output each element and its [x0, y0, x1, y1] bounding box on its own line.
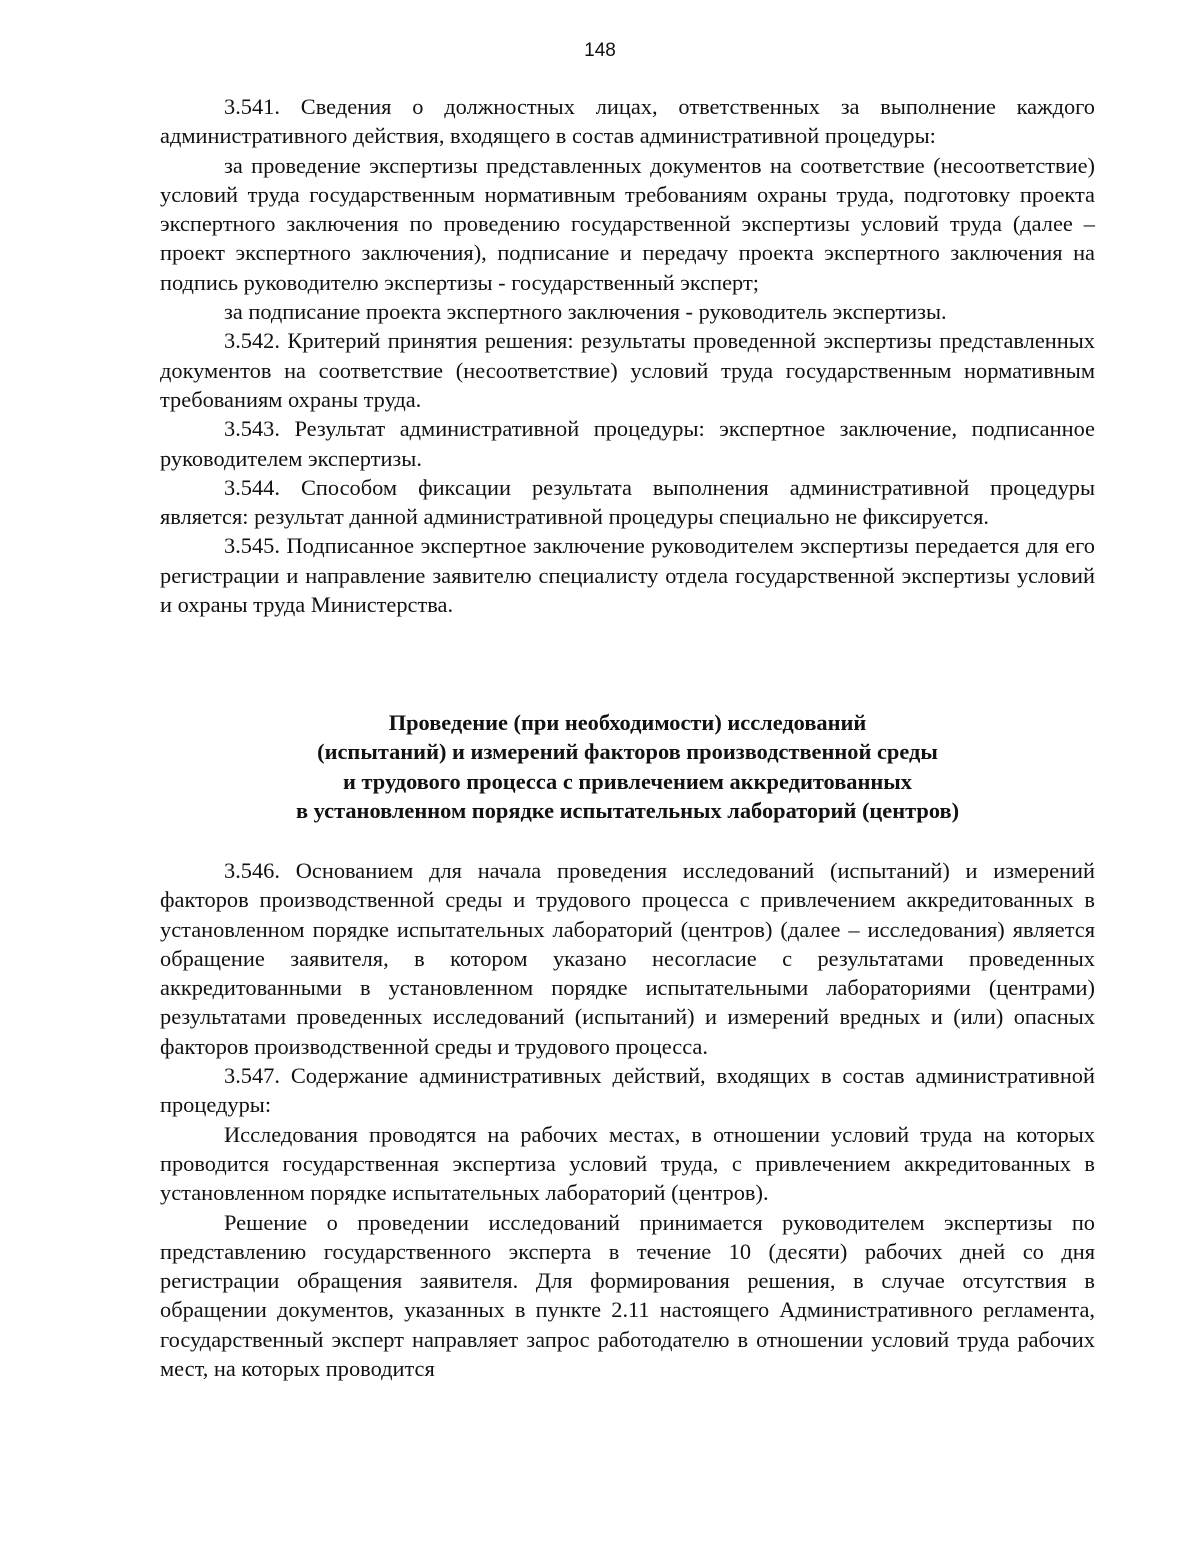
heading-line: Проведение (при необходимости) исследований: [388, 710, 867, 735]
paragraph-responsible-signing: за подписание проекта экспертного заключения - руководитель экспертизы.: [224, 299, 947, 325]
paragraph-responsible-expertise: за проведение экспертизы представленных документов на соответствие (несоответствие) условий труда государственным нормативным требованиям охраны труда, подготовку проекта экспертного заключения по проведению государственной экспертизы условий труда (далее – проект экспертного заключения), подписание и передачу проекта экспертного заключения на подпись руководителю экспертизы - государственный эксперт;: [160, 152, 1095, 295]
paragraph-3-544: 3.544. Способом фиксации результата выполнения административной процедуры является: результат данной административной процедуры специально не фиксируется.: [160, 474, 1095, 530]
heading-line: (испытаний) и измерений факторов производственной среды: [317, 739, 938, 765]
paragraph-3-542: 3.542. Критерий принятия решения: результаты проведенной экспертизы представленных документов на соответствие (несоответствие) условий труда государственным нормативным требованиям охраны труда.: [160, 328, 1095, 412]
paragraph-3-541: 3.541. Сведения о должностных лицах, ответственных за выполнение каждого административного действия, входящего в состав административной процедуры:: [160, 94, 1095, 149]
heading-line: и трудового процесса с привлечением аккредитованных: [343, 768, 912, 794]
text-block-top: [160, 92, 1095, 619]
text-block-bottom: [160, 856, 1095, 1383]
paragraph-3-547: 3.547. Содержание административных действий, входящих в состав административной процедуры:: [160, 1063, 1095, 1118]
paragraph-research-decision: Решение о проведении исследований принимается руководителем экспертизы по представлению государственного эксперта в течение 10 (десяти) рабочих дней со дня регистрации обращения заявителя. Для формирования решения, в случае отсутствия в обращении документов, указанных в пункте 2.11 настоящего Административного регламента, государственный эксперт направляет запрос работодателю в отношении условий труда рабочих мест, на которых проводится: [160, 1209, 1095, 1382]
paragraph-3-543: 3.543. Результат административной процедуры: экспертное заключение, подписанное руководителем экспертизы.: [160, 416, 1095, 471]
paragraph-research-workplaces: Исследования проводятся на рабочих местах, в отношении условий труда на которых проводится государственная экспертиза условий труда, с привлечением аккредитованных в установленном порядке испытательных лабораторий (центров).: [160, 1121, 1095, 1206]
page-number: 148: [584, 40, 616, 61]
section-heading: [160, 708, 1095, 825]
paragraph-3-545: 3.545. Подписанное экспертное заключение руководителем экспертизы передается для его регистрации и направление заявителю специалисту отдела государственной экспертизы условий и охраны труда Министерства.: [160, 533, 1095, 618]
paragraph-3-546: 3.546. Основанием для начала проведения исследований (испытаний) и измерений факторов производственной среды и трудового процесса с привлечением аккредитованных в установленном порядке испытательных лабораторий (центров) (далее – исследования) является обращение заявителя, в котором указано несогласие с результатами проведенных аккредитованными в установленном порядке испытательными лабораториями (центрами) результатами проведенных исследований (испытаний) и измерений вредных и (или) опасных факторов производственной среды и трудового процесса.: [160, 858, 1095, 1059]
heading-line: в установленном порядке испытательных лабораторий (центров): [295, 797, 960, 823]
